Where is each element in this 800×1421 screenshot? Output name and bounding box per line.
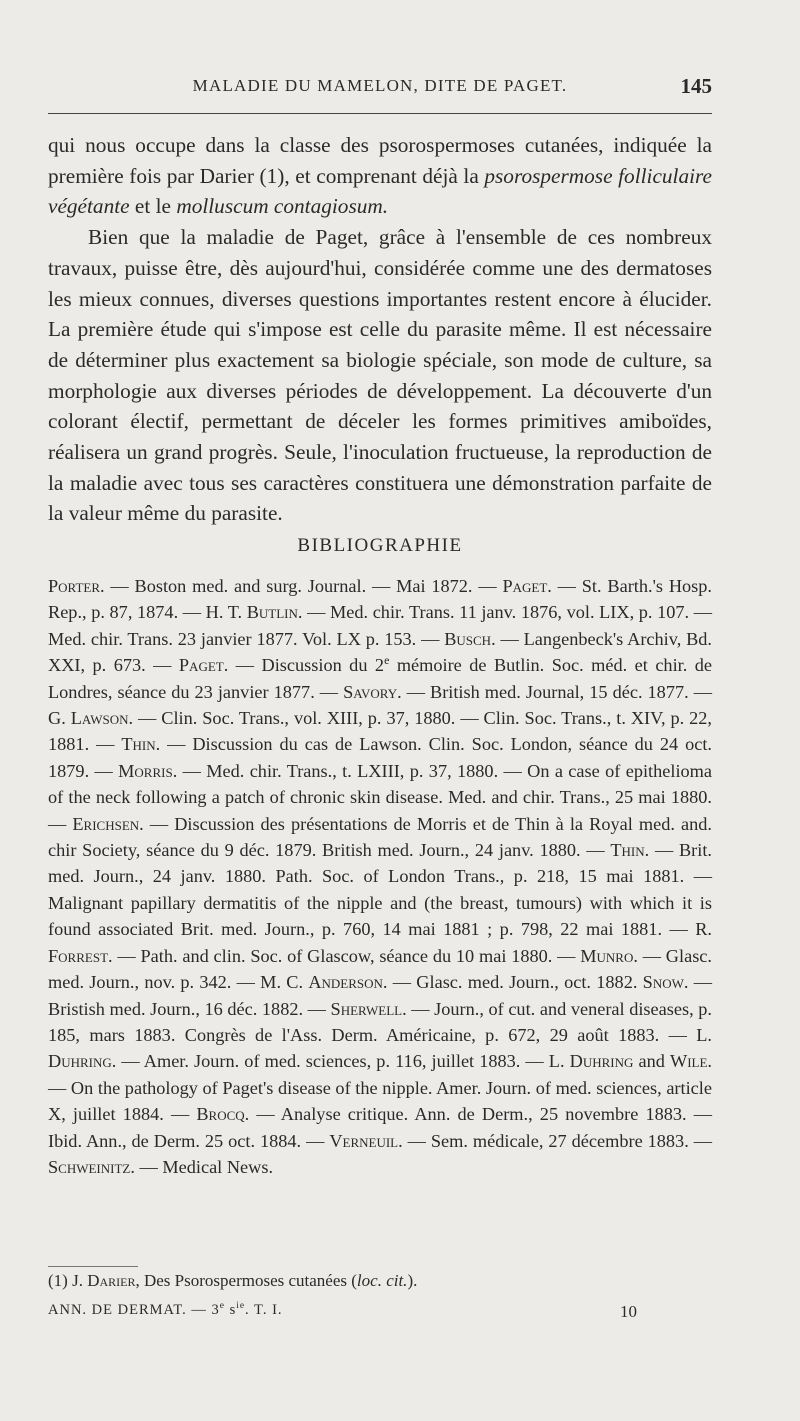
section-heading: BIBLIOGRAPHIE — [297, 535, 463, 556]
bib-text: mémoire de Butlin. Soc. méd. et chir. de Londres, séance du 23 janvier 1877. — — [48, 655, 713, 702]
sheet-number: 10 — [620, 1302, 637, 1321]
footnote-rule — [48, 1266, 138, 1267]
signature-text-a: ANN. DE DERMAT. — 3 — [48, 1302, 220, 1318]
bib-author: Erichsen — [72, 813, 140, 834]
bib-text: . — British med. Journal, 15 déc. 1877. — G. — [48, 681, 712, 729]
bib-author: Wile — [669, 1051, 708, 1072]
bib-author: Morris — [118, 760, 173, 781]
bib-author: Busch — [444, 628, 492, 649]
bib-text: . — Discussion du cas de Lawson. Clin. Soc. London, séance du 24 oct. 1879. — — [48, 734, 712, 781]
running-title: MALADIE DU MAMELON, DITE DE PAGET. — [192, 76, 568, 95]
bib-author: Lawson — [70, 708, 129, 729]
footnote-text-a: , Des Psorospermoses cutanées ( — [135, 1271, 357, 1290]
page-header — [48, 74, 712, 100]
bib-author: Forrest — [48, 945, 109, 966]
bib-author: Schweinitz — [48, 1156, 131, 1177]
signature-text-b: s — [224, 1302, 237, 1318]
footnote-marker: (1) J. — [48, 1271, 88, 1290]
body-text — [48, 130, 712, 529]
bib-text: . — Analyse critique. Ann. de Derm., 25 novembre 1883. — Ibid. Ann., de Derm. 25 oct. 1884. — — [48, 1104, 712, 1151]
bib-text: . — Glasc. med. Journ., oct. 1882. — [382, 972, 643, 993]
paragraph-1-text-b: et le — [129, 194, 177, 219]
paragraph-1 — [48, 130, 712, 222]
bib-text: . — Langenbeck's Archiv, Bd. XXI, p. 673. — — [48, 628, 712, 676]
bib-text: . — Journ., of cut. and veneral diseases, p. 185, mars 1883. Congrès de l'Ass. Derm. Américaine, p. 672, 29 août 1883. — L. — [48, 998, 712, 1045]
bib-author: Brocq — [196, 1104, 245, 1125]
header-rule — [48, 113, 712, 114]
bib-author: Thin — [121, 734, 156, 755]
bib-text: . — Medical News. — [130, 1156, 274, 1177]
footnote-italic: loc. cit. — [356, 1271, 408, 1290]
bib-author: Sherwell — [330, 998, 403, 1019]
signature-mark — [48, 1302, 283, 1318]
bib-text: . — Sem. médicale, 27 décembre 1883. — — [398, 1130, 713, 1151]
bib-superscript: e — [384, 653, 390, 668]
footnote — [48, 1271, 712, 1291]
bibliography-paragraph — [48, 573, 712, 1180]
bib-text: . — Glasc. med. Journ., nov. p. 342. — M. C. — [48, 945, 712, 993]
paragraph-1-italic-a: psorospermose folliculaire végétante — [48, 163, 712, 219]
bibliography — [48, 573, 712, 1180]
bib-author: Paget — [502, 576, 548, 596]
footnote-author: Darier — [87, 1271, 136, 1290]
bib-author: Duhring — [569, 1051, 634, 1072]
bib-author: Butlin — [246, 602, 298, 623]
bib-author: Munro — [580, 945, 634, 966]
bib-author: Paget — [178, 655, 224, 676]
bib-text: . — Path. and clin. Soc. of Glascow, séance du 10 mai 1880. — — [108, 945, 581, 966]
signature-text-c: . T. I. — [245, 1302, 283, 1318]
bib-text: . — Brit. med. Journ., 24 janv. 1880. Path. Soc. of London Trans., p. 218, 15 mai 1881. — Malignant papillary dermatitis of the nipple and (the breast, tumours) with which it is found associated Brit. med. Journ., p. 760, 14 mai 1881 ; p. 798, 22 mai 1881. — R. — [48, 840, 712, 940]
bib-text: . — Boston med. and surg. Journal. — Mai 1872. — — [100, 576, 503, 596]
bib-text: . — Discussion des présentations de Morris et de Thin à la Royal med. and. chir Society, séance du 9 déc. 1879. British med. Journ., 24 janv. 1880. — — [48, 813, 712, 861]
bib-author: Porter — [48, 576, 100, 596]
bib-text: . — Bristish med. Journ., 16 déc. 1882. — — [48, 972, 713, 1019]
bib-text: . — Clin. Soc. Trans., vol. XIII, p. 37, 1880. — Clin. Soc. Trans., t. XIV, p. 22, 1881. — — [48, 708, 712, 755]
bib-text: . — On the pathology of Paget's disease of the nipple. Amer. Journ. of med. sciences, article X, juillet 1884. — — [48, 1051, 712, 1125]
bib-author: Savory — [343, 681, 398, 702]
bib-text: . — Med. chir. Trans., t. LXIII, p. 37, 1880. — On a case of epithelioma of the neck following a patch of chronic skin disease. Med. and chir. Trans., 25 mai 1880. — — [48, 760, 713, 834]
bib-text: . — Amer. Journ. of med. sciences, p. 116, juillet 1883. — L. — [111, 1051, 570, 1072]
page-footer — [48, 1302, 712, 1319]
signature-sup: e — [219, 1301, 225, 1312]
paragraph-1-italic-b: molluscum contagiosum. — [176, 194, 389, 219]
paragraph-1-text-a: qui nous occupe dans la classe des psorospermoses cutanées, indiquée la première fois par Darier (1), et comprenant déjà la — [48, 133, 712, 188]
bib-author: Thin — [610, 840, 645, 861]
bib-author: Duhring — [48, 1051, 112, 1072]
paragraph-2: Bien que la maladie de Paget, grâce à l'ensemble de ces nombreux travaux, puisse être, dès aujourd'hui, considérée comme une des dermatoses les mieux connues, diverses questions importantes restent encore à élucider. La première étude qui s'impose est celle du parasite même. Il est nécessaire de déterminer plus exactement sa biologie spéciale, son mode de culture, sa morphologie aux diverses périodes de développement. La découverte d'un colorant électif, permettant de déceler les formes primitives amiboïdes, réalisera un grand progrès. Seule, l'inoculation fructueuse, la reproduction de la maladie avec tous ses caractères constituera une démonstration parfaite de la valeur même du parasite. — [48, 225, 712, 526]
bib-text: . — St. Barth.'s Hosp. Rep., p. 87, 1874. — H. T. — [48, 576, 712, 623]
bib-author: Snow — [642, 972, 684, 993]
bib-text: and — [633, 1051, 670, 1072]
page-number: 145 — [680, 74, 712, 98]
bib-author: Anderson — [308, 972, 383, 993]
bib-text: . — Med. chir. Trans. 11 janv. 1876, vol. LIX, p. 107. — Med. chir. Trans. 23 janvier 1877. Vol. LX p. 153. — — [48, 602, 712, 649]
bib-text: . — Discussion du 2 — [223, 655, 385, 676]
footnote-text-b: ). — [407, 1271, 418, 1290]
signature-sup-2: ie — [236, 1301, 246, 1312]
bib-author: Verneuil — [329, 1130, 399, 1151]
